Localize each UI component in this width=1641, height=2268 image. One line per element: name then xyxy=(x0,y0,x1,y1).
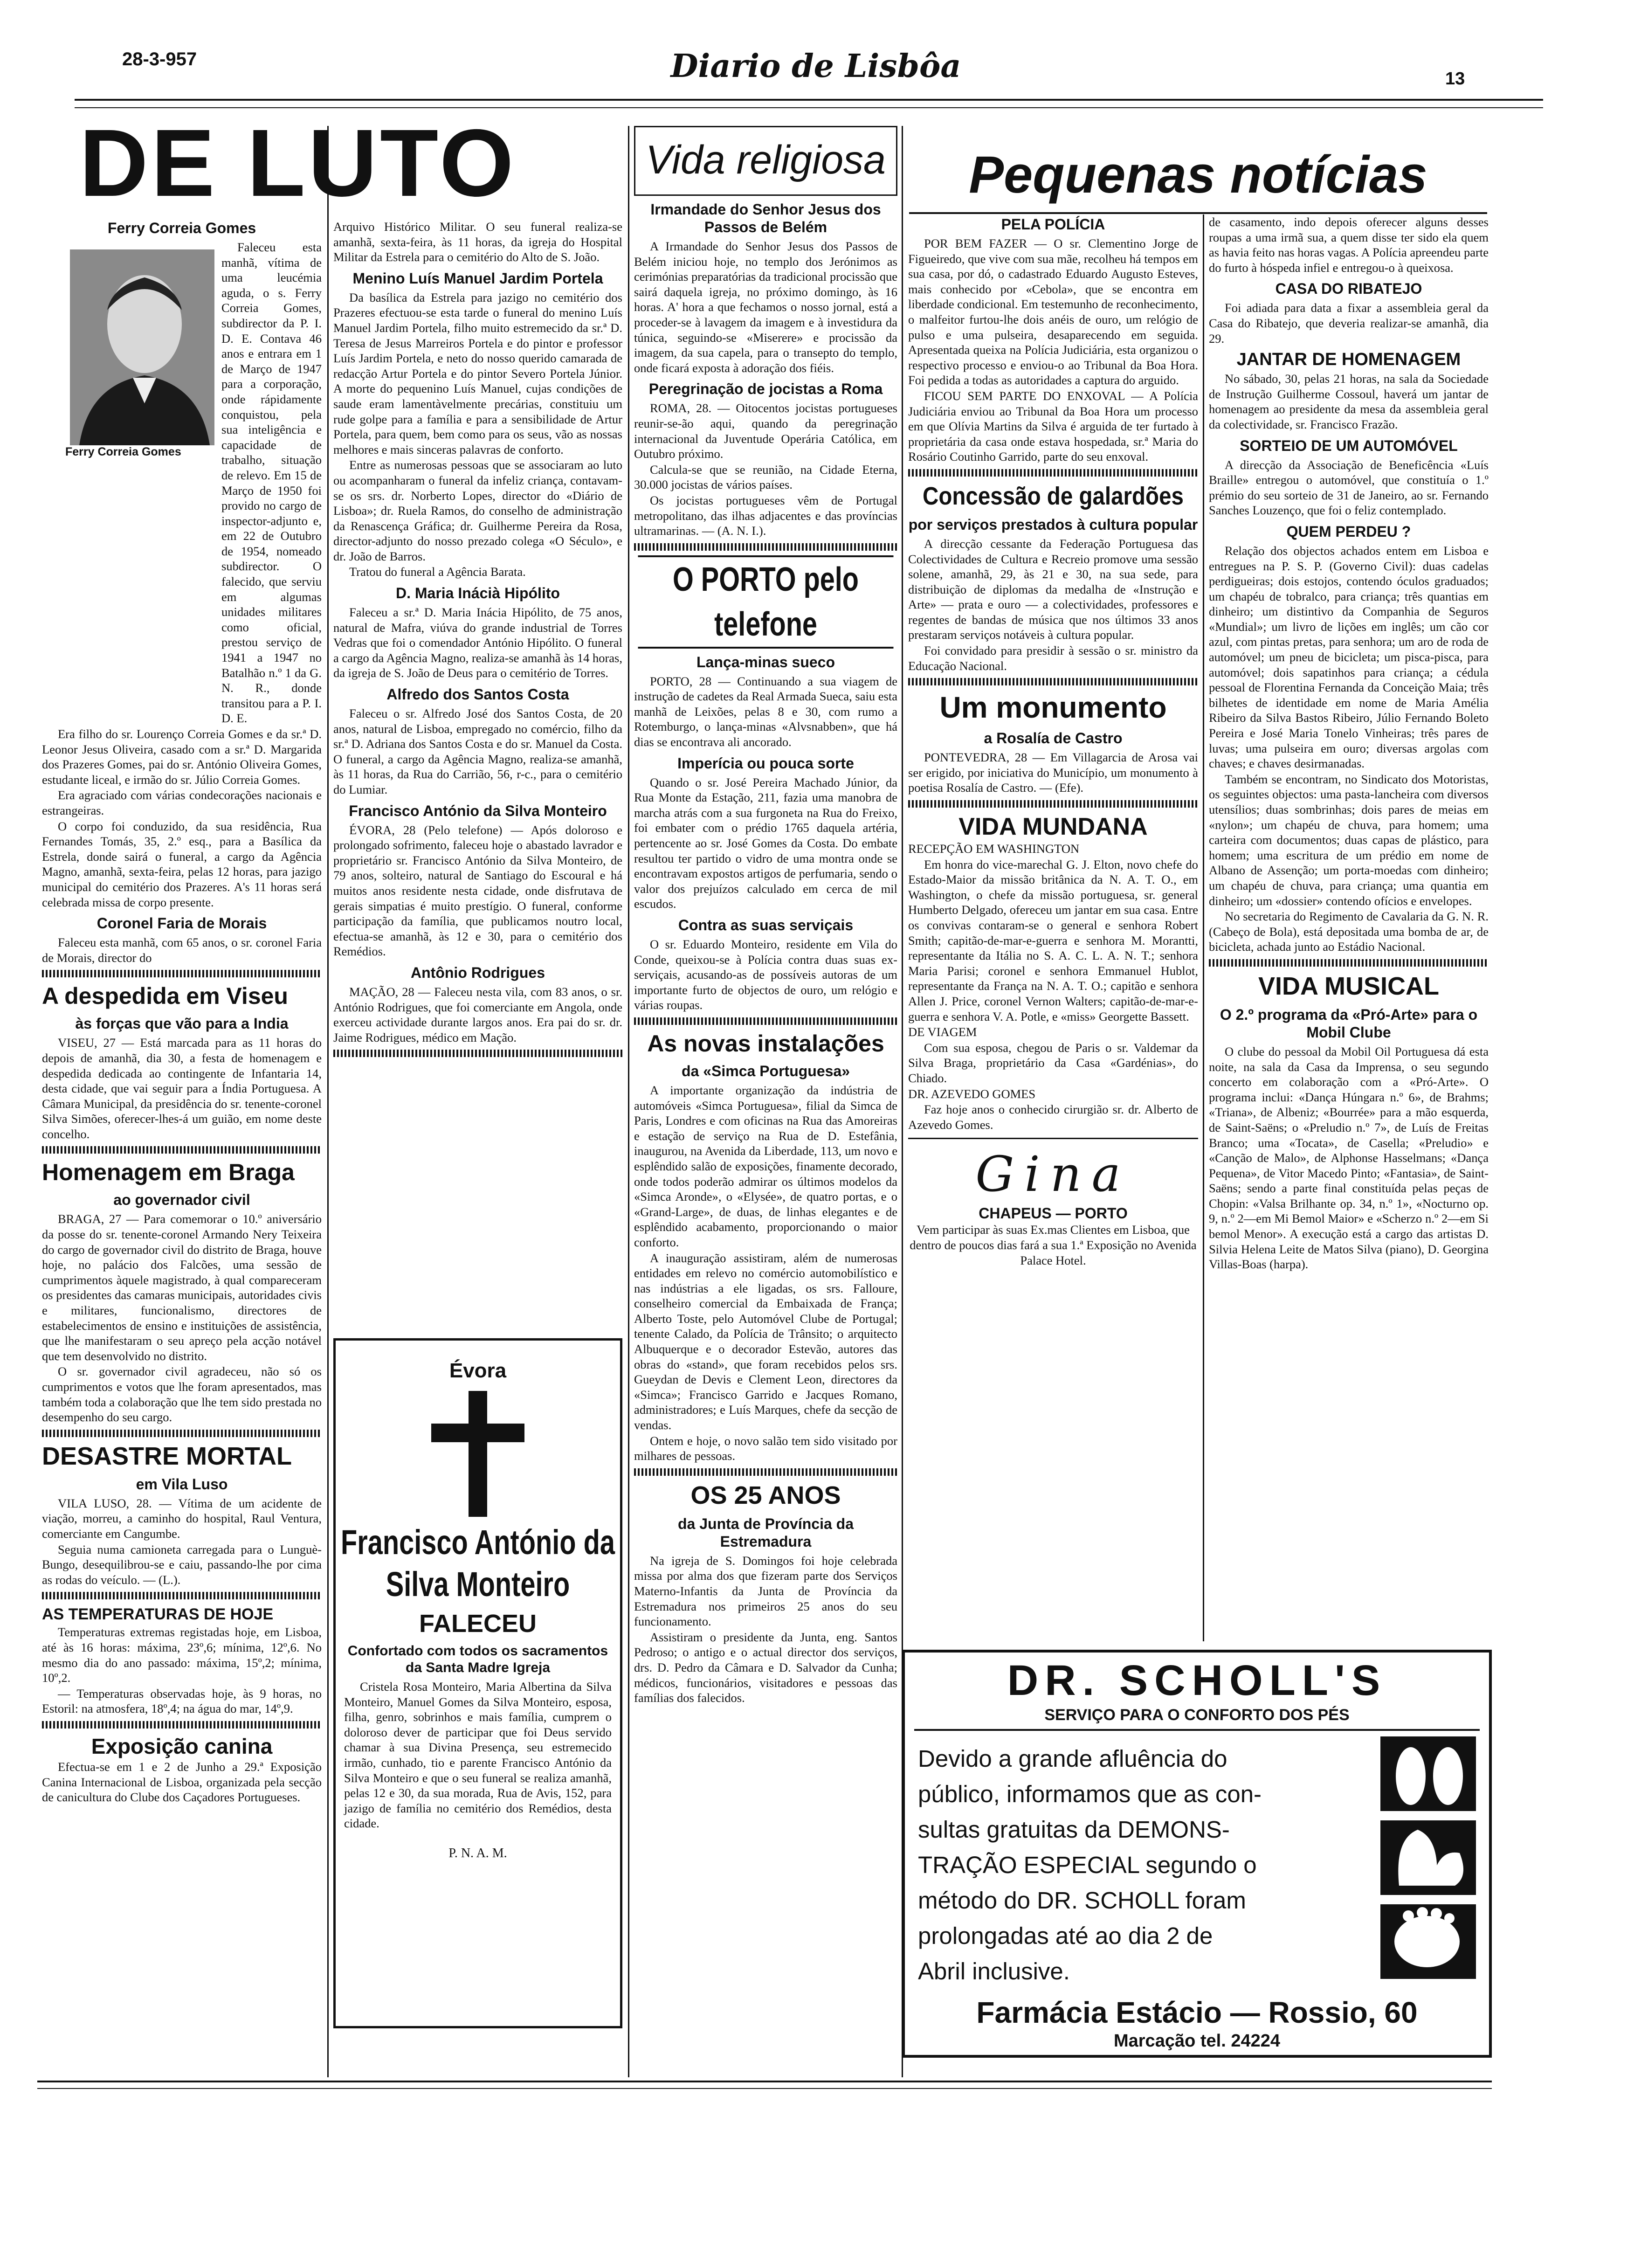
paragraph: Temperaturas extremas registadas hoje, em Lisboa, até às 16 horas: máxima, 23º,6; mínima, 12º,6. No mesmo dia do ano passado: máxima, 15º,2; mínima, 10º,2. xyxy=(42,1625,322,1685)
gina-logo: Gina xyxy=(975,1146,1131,1203)
paragraph: FICOU SEM PARTE DO ENXOVAL — A Polícia Judiciária enviou ao Tribunal da Boa Hora um processo em que Olívia Martins da Silva é arguida de ter furtado à proprietária da casa onde estava hospedada, sr.ª Maria do Rosário Coutinho Garrido, parte do seu enxoval. xyxy=(908,388,1198,464)
footer-rule-2 xyxy=(37,2088,1492,2089)
paragraph: O sr. Eduardo Monteiro, residente em Vila do Conde, queixou-se à Polícia contra duas suas ex-serviçais, acusando-as de possíveis autoras de um importante furto de objectos de ouro, um relógio e várias roupas. xyxy=(634,937,897,1012)
paragraph: de casamento, indo depois oferecer alguns desses roupas a uma irmã sua, a quem disse ter sido ela quem as havia feito nas horas vagas. A Polícia apreendeu parte do furto à hóspeda infiel e entregou-o à queixosa. xyxy=(1209,215,1489,275)
page-number: 13 xyxy=(1445,69,1465,89)
scholl-title: DR. SCHOLL'S xyxy=(1007,1657,1387,1704)
paragraph: Ontem e hoje, o novo salão tem sido visitado por milhares de pessoas. xyxy=(634,1433,897,1463)
anos-heading: OS 25 ANOS xyxy=(690,1481,841,1509)
paragraph: Assistiram o presidente da Junta, eng. Santos Pedroso; o antigo e o actual director dos serviços, drs. D. Pedro da Câmara e D. Salvador da Cunha; médicos, funcionários, visitadores e pessoas das famílias dos falecidos. xyxy=(634,1630,897,1705)
paragraph: No secretaria do Regimento de Cavalaria da G. N. R. (Cabeço de Bola), está depositada uma bomba de ar, de bicicleta, achada junto ao Estádio Nacional. xyxy=(1209,909,1489,954)
paragraph: Faleceu esta manhã, vítima de uma leucémia aguda, o s. Ferry Correia Gomes, subdirector da P. I. D. E. Contava 46 anos e entrara em 1 de Março de 1947 para a corporação, onde rápidamente conquistou, pela sua inteligência e capacidade de trabalho, situação de relevo. Em 15 de Março de 1950 foi provido no cargo de inspector-adjunto e, em 22 de Outubro de 1954, nomeado subdirector. O falecido, que serviu em algumas unidades militares como oficial, prestou serviço de 1941 a 1947 no Batalhão n.º 1 da G. N. R., donde transitou para a P. I. D. E. xyxy=(221,240,322,726)
ad-line: público, informamos que as con- xyxy=(918,1781,1262,1807)
paragraph: A direcção cessante da Federação Portuguesa das Colectividades de Cultura e Recreio promove uma sessão solene, amanhã, 29, às 21 e 30, na sua sede, para distribuição de diplomas da medalha de «Instrução e Arte» — prata e ouro — a colectividades, professores e regentes de bandas de música que nos últimos 33 anos prestaram serviços notáveis à cultura popular. xyxy=(908,536,1198,642)
divider xyxy=(634,543,897,551)
paragraph: Era agraciado com várias condecorações nacionais e estrangeiras. xyxy=(42,788,322,817)
gina-ad xyxy=(908,1138,1198,1268)
jantar-heading: JANTAR DE HOMENAGEM xyxy=(1236,350,1461,370)
obit-signature: P. N. A. M. xyxy=(448,1846,507,1860)
scholl-pharmacy: Farmácia Estácio — Rossio, 60 xyxy=(976,1996,1418,2029)
obit-confortado: Confortado com todos os sacramentos da Santa Madre Igreja xyxy=(347,1643,608,1675)
hipolito-heading: D. Maria Inácià Hipólito xyxy=(395,585,560,602)
rodrigues-heading: Antônio Rodrigues xyxy=(411,964,545,981)
portrait-caption: Ferry Correia Gomes xyxy=(65,445,181,458)
paragraph: A Irmandade do Senhor Jesus dos Passos de Belém iniciou hoje, no templo dos Jerónimos as cerimónias preparatórias da tradicional procissão que sairá daquela igreja, no próximo domingo, às 16 horas. A' hora a que fechamos o nosso jornal, está a proceder-se à lavagem da imagem e à investidura da túnica, seguindo-se «Miserere» e procissão da imagem, da sua capela, para o transepto do templo, onde ficará exposta à adoração dos fiéis. xyxy=(634,239,897,375)
paragraph: Quando o sr. José Pereira Machado Júnior, da Rua Monte da Estação, 211, fazia uma manobra de marcha atrás com a sua furgoneta na Rua do Freixo, foi embater com o prédio 1765 daquela artéria, pertencente ao sr. José Gomes da Costa. Do embate resultou ter partido o vidro de uma montra onde se encontravam expostos artigos de perfumaria, sendo o valor dos prejuízos calculado em cerca de mil escudos. xyxy=(634,775,897,911)
de-luto-title: DE LUTO xyxy=(79,117,517,214)
obit-text xyxy=(42,240,322,726)
paragraph: ÉVORA, 28 (Pelo telefone) — Após doloroso e prolongado sofrimento, faleceu hoje o abastado lavrador e proprietário sr. Francisco António da Silva Monteiro, de 79 anos, solteiro, natural de Santiago do Escoural e há muitos anos residente nesta cidade, onde disfrutava de gerais simpatias é muito prestígio. O funeral, conforme participação da família, que publicamos noutro local, efectua-se amanhã, às 12 e 30, para o cemitério dos Remédios. xyxy=(333,823,622,959)
paragraph: No sábado, 30, pelas 21 horas, na sala da Sociedade de Instrução Guilherme Cossoul, haverá um jantar de homenagem ao presidente da mesa da assembleia geral da colectividade, sr. Francisco Frazão. xyxy=(1209,372,1489,431)
paragraph: DR. AZEVEDO GOMES xyxy=(908,1086,1036,1101)
policia-heading: PELA POLÍCIA xyxy=(1001,216,1105,233)
footer-rule xyxy=(37,2081,1492,2082)
paragraph: Efectua-se em 1 e 2 de Junho a 29.ª Exposição Canina Internacional de Lisboa, organizada pela secção de canicultura do Clube dos Caçadores Portugueses. xyxy=(42,1759,322,1805)
paragraph: Os jocistas portugueses vêm de Portugal metropolitano, das ilhas adjacentes e das províncias ultramarinas. — (A. N. I.). xyxy=(634,493,897,538)
musical-subheading: O 2.º programa da «Pró-Arte» para o Mobil Clube xyxy=(1220,1006,1478,1041)
obituary-notice xyxy=(333,1338,622,2028)
scholl-body xyxy=(918,1741,1361,1989)
paragraph: BRAGA, 27 — Para comemorar o 10.º aniversário da posse do sr. tenente-coronel Armando Nery Teixeira do cargo de governador civil do distrito de Braga, houve hoje, no palácio dos Falcões, uma sessão de cumprimentos àquele magistrado, à qual compareceram os presidentes das camaras municipais, autoridades civis e militares, funcionalismo, directores de estabelecimentos de ensino e instituições de assistência, que lhe manifestaram o seu apreço pela acção notável que tem desenvolvido no distrito. xyxy=(42,1212,322,1363)
paragraph: — Temperaturas observadas hoje, às 9 horas, no Estoril: na atmosfera, 18º,4; na água do mar, 14º,9. xyxy=(42,1686,322,1716)
paragraph: Calcula-se que se reunião, na Cidade Eterna, 30.000 jocistas de vários países. xyxy=(634,462,897,492)
obit-text-continued xyxy=(42,726,322,910)
divider xyxy=(42,1721,322,1729)
paragraph: PORTO, 28 — Continuando a sua viagem de instrução de cadetes da Real Armada Sueca, saiu esta manhã de Leixões, pelas 8 e 30, com rumo a Rotemburgo, o lança-minas «Alvsnabben», que há dias se encontrava ali ancorado. xyxy=(634,674,897,749)
paragraph: VISEU, 27 — Está marcada para as 11 horas do depois de amanhã, dia 30, a festa de homenagem e despedida dedicada ao contingente de Infantaria 14, desta cidade, que vai seguir para a Índia Portuguesa. A Câmara Municipal, da presidência do sr. tenente-coronel Silva Simões, oferecer-lhes-á um guião, em nome deste concelho. xyxy=(42,1036,322,1141)
paragraph: Relação dos objectos achados entem em Lisboa e entregues na P. S. P. (Governo Civil): duas cadelas perdigueiras; dois estojos, contendo óculos graduados; um chapéu de tobralco, para criança; três quantias em dinheiro; um distintivo da Companhia de Seguros «Mundial»; um livro de lições em inglês; um cão cor azul, com pintas pretas, para senhora; um aro de roda de automóvel; um pneu de bicicleta; um pisca-pisca, para automóvel; dois sapatinhos para criança; a cédula pessoal de Florentina Fernanda da Conceição Maia; três bilhetes de identidade em nome de Maria Amélia Ribeiro da Silva Bastos Ribeiro, Júlio Fernando Boleto Pereira e José Maria Tonelo Vinheiras; três pares de luvas; uma pulseira em ouro; diversas argolas com chaves; e chaves desirmanadas. xyxy=(1209,543,1489,771)
ad-line: método do DR. SCHOLL foram xyxy=(918,1887,1246,1914)
divider xyxy=(634,1017,897,1025)
obit-name: Francisco António da Silva Monteiro xyxy=(341,1523,615,1604)
monteiro-heading: Francisco António da Silva Monteiro xyxy=(349,802,607,819)
viseu-subheading: às forças que vão para a India xyxy=(75,1015,289,1032)
paragraph: O corpo foi conduzido, da sua residência, Rua Fernandes Tomás, 35, 2.º esq., para a Basílica da Estrela, donde sairá o funeral, a cargo da Agência Magno, amanhã, sexta-feira, pelas 12 horas, para jazigo municipal do cemitério dos Prazeres. A's 11 horas será celebrada missa de corpo presente. xyxy=(42,819,322,909)
ad-line: Abril inclusive. xyxy=(918,1958,1070,1984)
obit-faleceu: FALECEU xyxy=(419,1610,537,1638)
divider xyxy=(1209,959,1489,967)
paragraph: O sr. governador civil agradeceu, não só os cumprimentos e votos que lhe foram apresentados, mas também toda a colaboração que lhe tem sido prestada no desempenho do seu cargo. xyxy=(42,1364,322,1424)
column-divider xyxy=(1203,214,1204,1641)
temperaturas-heading: AS TEMPERATURAS DE HOJE xyxy=(42,1605,274,1624)
monumento-subheading: a Rosalía de Castro xyxy=(984,730,1123,747)
paragraph: O clube do pessoal da Mobil Oil Portuguesa dá esta noite, na sala da Casa da Imprensa, o seu segundo concerto em colaboração com a «Pró-Arte». O programa inclui: «Dança Húngara n.º 6», de Brahms; «Triana», de Albeniz; «Bourrée» para a mão esquerda, de Saint-Saëns; o «Preludio n.º 7», de Luís de Freitas Branco; uma «Tocata», de Casella; «Preludio» e «Canção de Malo», de Alphonse Hasselmans; «Dança Pequena», de Vitor Macedo Pinto; «Fantasia», de Saint-Saëns; sendo a parte final constituída pelas peças de Chopin: «Valsa Brilhante op. 34, n.º 1», «Nocturno op. 9, n.º 2—em Mi Bemol Maior» e «Scherzo n.º 2—em Si bemol Menor». A execução está a cargo das artistas D. Silvia Helena Leite de Matos Silva (piano), D. Georgina Villas-Boas (harpa). xyxy=(1209,1044,1489,1272)
monumento-heading: Um monumento xyxy=(939,691,1167,725)
divider xyxy=(42,1430,322,1437)
costa-heading: Alfredo dos Santos Costa xyxy=(386,686,569,703)
contra-heading: Contra as suas serviçais xyxy=(678,917,854,933)
braga-subheading: ao governador civil xyxy=(113,1191,250,1209)
scholl-phone: Marcação tel. 24224 xyxy=(1113,2031,1280,2051)
portela-heading: Menino Luís Manuel Jardim Portela xyxy=(352,270,603,287)
lancha-heading: Lança-minas sueco xyxy=(696,653,835,671)
sorteio-heading: SORTEIO DE UM AUTOMÓVEL xyxy=(1240,437,1458,454)
canina-heading: Exposição canina xyxy=(91,1734,273,1758)
ribatejo-heading: CASA DO RIBATEJO xyxy=(1275,280,1422,297)
paragraph: A importante organização da indústria de automóveis «Simca Portuguesa», filial da Simca de Paris, Londres e com oficinas na Rua das Amoreiras e estação de serviço na Rua de D. Estefânia, inaugurou, na Avenida da Liberdade, 113, um novo e esplêndido salão de exposições, finamente decorado, onde todos poderão admirar os últimos modelos da «Simca Aronde», o «Elysée», de quatro portas, e o «Grand-Large», de duas, de linhas elegantes e de esplêndido acabamento, proporcionando o maior conforto. xyxy=(634,1083,897,1249)
porto-heading: O PORTO pelo telefone xyxy=(638,555,894,649)
instalacoes-subheading: da «Simca Portuguesa» xyxy=(681,1062,850,1079)
vida-religiosa-label: Vida religiosa xyxy=(646,138,886,182)
paragraph: Foi convidado para presidir à sessão o sr. ministro da Educação Nacional. xyxy=(908,643,1198,673)
cross-icon xyxy=(431,1391,524,1517)
viseu-heading: A despedida em Viseu xyxy=(42,983,288,1010)
masthead: Diario de Lisbôa xyxy=(670,48,961,85)
dr-scholls-ad xyxy=(902,1650,1492,2058)
ad-line: Devido a grande afluência do xyxy=(918,1745,1227,1772)
paragraph: Faleceu a sr.ª D. Maria Inácia Hipólito, de 75 anos, natural de Mafra, viúva do grande industrial de Torres Vedras que foi o comendador António Hipólito. O funeral a cargo da Agência Magno, realiza-se amanhã às 14 horas, da igreja de S. João de Deus para o cemitério de Torres. xyxy=(333,605,622,680)
header-rule xyxy=(75,99,1543,101)
ad-line: sultas gratuitas da DEMONS- xyxy=(918,1816,1230,1843)
obit-city: Évora xyxy=(449,1359,507,1382)
paragraph: ROMA, 28. — Oitocentos jocistas portugueses reunir-se-ão aqui, quando da peregrinação internacional da Juventude Operária Católica, em Outubro próximo. xyxy=(634,401,897,461)
musical-heading: VIDA MUSICAL xyxy=(1258,972,1439,1000)
anos-subheading: da Junta de Província da Estremadura xyxy=(678,1515,854,1550)
divider xyxy=(333,1050,622,1057)
gina-subheading: CHAPEUS — PORTO xyxy=(979,1205,1128,1222)
column-4 xyxy=(908,214,1198,1646)
obit-heading: Ferry Correia Gomes xyxy=(107,220,256,236)
column-2 xyxy=(333,219,622,1320)
peregrinacao-heading: Peregrinação de jocistas a Roma xyxy=(648,380,883,398)
paragraph: Faleceu o sr. Alfredo José dos Santos Costa, de 20 anos, natural de Lisboa, empregado no comércio, filho da sr.ª D. Adriana dos Santos Costa e do sr. Manuel da Costa. O funeral, a cargo da Agência Magno, realiza-se amanhã, às 11 horas, da Rua do Carrião, 56, r-c., para o cemitério do Lumiar. xyxy=(333,706,622,796)
divider xyxy=(42,970,322,977)
header-rule-2 xyxy=(75,107,1543,108)
obit-heading: Coronel Faria de Morais xyxy=(97,915,267,932)
desastre-subheading: em Vila Luso xyxy=(136,1475,228,1493)
galardoes-heading: Concessão de galardões xyxy=(923,482,1184,510)
column-3 xyxy=(634,126,897,2080)
pequenas-noticias-title: Pequenas notícias xyxy=(969,145,1427,204)
paragraph: Seguia numa camioneta carregada para o Lunguè-Bungo, desequilibrou-se e caiu, passando-lhe por cima as rodas do veículo. — (L.). xyxy=(42,1542,322,1587)
paragraph: POR BEM FAZER — O sr. Clementino Jorge de Figueiredo, que vive com sua mãe, recolheu há tempos em sua casa, por dó, o cadastrado Eduardo Augusto Esteves, mais conhecido por «Cebola», que se encontra em liberdade condicional. Em testemunho de reconhecimento, o malfeitor furtou-lhe dois anéis de ouro, um relógio de pulso e uma pulseira, desaparecendo em seguida. Apresentada queixa na Polícia Judiciária, esta organizou o respectivo processo e enviou-o ao Tribunal da Boa Hora. Foi pedida a todas as autoridades a captura do arguido. xyxy=(908,236,1198,387)
desastre-heading: DESASTRE MORTAL xyxy=(42,1442,292,1470)
ad-line: TRAÇÃO ESPECIAL segundo o xyxy=(918,1852,1257,1878)
paragraph: Faz hoje anos o conhecido cirurgião sr. dr. Alberto de Azevedo Gomes. xyxy=(908,1102,1198,1132)
divider xyxy=(908,800,1198,808)
column-divider xyxy=(628,126,629,2077)
paragraph: Com sua esposa, chegou de Paris o sr. Valdemar da Silva Braga, proprietário da Casa «Gardénias», do Chiado. xyxy=(908,1040,1198,1085)
paragraph: MAÇÃO, 28 — Faleceu nesta vila, com 83 anos, o sr. António Rodrigues, que foi comerciante em Angola, onde exerceu actividade durante largos anos. Era pai do sr. dr. Jaime Rodrigues, médico em Mação. xyxy=(333,984,622,1044)
ad-line: prolongadas até ao dia 2 de xyxy=(918,1922,1213,1949)
paragraph: Cristela Rosa Monteiro, Maria Albertina da Silva Monteiro, Manuel Gomes da Silva Monteiro, esposa, filha, genro, sobrinhos e mais família, cumprem o doloroso dever de participar que foi Deus servido chamar à sua Divina Presença, seu estremecido irmão, cunhado, tio e parente Francisco António da Silva Monteiro e que o seu funeral se realiza amanhã, pelas 12 e 30, da sua morada, Rua de Avis, 152, para jazigo de família no cemitério dos Remédios, desta cidade. xyxy=(344,1680,612,1831)
paragraph: Entre as numerosas pessoas que se associaram ao luto ou acompanharam o funeral da infeliz criança, contavam-se os srs. dr. Norberto Lopes, director do «Diário de Lisboa»; dr. Ruela Ramos, do conselho de administração da Renascença Gráfica; dr. Guilherme Pereira da Rosa, director-adjunto do nosso prezado colega «O Século», e dr. João de Barros. xyxy=(333,458,622,563)
divider xyxy=(634,1468,897,1476)
page-date: 28-3-957 xyxy=(122,49,197,69)
divider xyxy=(42,1592,322,1599)
divider xyxy=(908,469,1198,477)
column-divider xyxy=(327,126,329,2077)
paragraph: RECEPÇÃO EM WASHINGTON xyxy=(908,842,1080,856)
paragraph: Foi adiada para data a fixar a assembleia geral da Casa do Ribatejo, que deveria realizar-se amanhã, dia 29. xyxy=(1209,301,1489,346)
paragraph: Era filho do sr. Lourenço Correia Gomes e da sr.ª D. Leonor Jesus Oliveira, casado com a sr.ª D. Margarida dos Prazeres Gomes, pai do sr. António Oliveira Gomes, estudante liceal, e irmão do sr. Júlio Correia Gomes. xyxy=(42,727,322,787)
paragraph: Vem participar às suas Ex.mas Clientes em Lisboa, que dentro de poucos dias fará a sua 1.ª Exposição no Avenida Palace Hotel. xyxy=(910,1223,1197,1267)
braga-heading: Homenagem em Braga xyxy=(42,1159,295,1186)
paragraph: Também se encontram, no Sindicato dos Motoristas, os seguintes objectos: uma pasta-lancheira com diversos utensílios; duas sombrinhas; dois pares de meias em «nylon»; um chapéu de chuva, para homem; uma carteira com documentos; duas capas de plástico, para homem; uma escritura de um prédio em nome de Albano de Assenção; um porta-moedas com dinheiro; um chapéu de chuva, para criança; uma quantia em dinheiro; um «dossier» contendo ofícios e envelopes. xyxy=(1209,772,1489,908)
paragraph: Na igreja de S. Domingos foi hoje celebrada missa por alma dos que fizeram parte dos Serviços Materno-Infantis da Junta de Província da Estremadura nos primeiros 25 anos do seu funcionamento. xyxy=(634,1553,897,1629)
divider xyxy=(42,1146,322,1154)
paragraph: A inauguração assistiram, além de numerosas entidades em relevo no comércio automobilístico e nas indústrias a ele ligadas, os srs. Falloure, conselheiro comercial da Embaixada de França; Alberto Toste, pelo Automóvel Clube de Portugal; tenente Calado, da Polícia de Trânsito; o arquitecto Albuquerque e o decorador Estevão, autores das obras do «stand», que foram recebidos pelos srs. Gueydan de Devis e Clement Leon, directores da «Simca»; Francisco Garrido e Jacques Romano, administradores; e Luís Marques, chefe da secção de vendas. xyxy=(634,1251,897,1432)
paragraph: Da basílica da Estrela para jazigo no cemitério dos Prazeres efectuou-se esta tarde o funeral do menino Luís Manuel Jardim Portela, filho muito estremecido da sr.ª D. Teresa de Jesus Marreiros Portela e do pintor e professor Luís Jardim Portela, e neto do nosso querido camarada de redacção Artur Portela e do pintor Severo Portela Júnior. A morte do pequenino Luís Manuel, cujas condições de saude eram lamentàvelmente precárias, constituiu um rude golpe para a família e para a sensibilidade de Artur Portela, para quem, bem como para os seus, vão as nossas melhores e mais sinceras palavras de conforto. xyxy=(333,290,622,456)
paragraph: PONTEVEDRA, 28 — Em Villagarcia de Arosa vai ser erigido, por iniciativa do Município, um monumento à poetisa Rosalía de Castro. — (Efe). xyxy=(908,750,1198,795)
paragraph: Faleceu esta manhã, com 65 anos, o sr. coronel Faria de Morais, director do xyxy=(42,935,322,965)
vida-religiosa-title xyxy=(634,126,897,196)
column-5 xyxy=(1209,214,1489,1641)
galardoes-subheading: por serviços prestados à cultura popular xyxy=(908,516,1198,533)
paragraph: DE VIAGEM xyxy=(908,1025,977,1039)
irmandade-heading: Irmandade do Senhor Jesus dos Passos de Belém xyxy=(650,201,881,235)
instalacoes-heading: As novas instalações xyxy=(647,1030,884,1057)
impericia-heading: Imperícia ou pouca sorte xyxy=(677,754,854,772)
title-rule xyxy=(909,212,1487,214)
paragraph: Em honra do vice-marechal G. J. Elton, novo chefe do Estado-Maior da missão britânica da N. A. T. O., em Washington, o chefe da missão portuguesa, sr. general Humberto Delgado, ofereceu um jantar em sua casa. Entre os convivas contaram-se o general e senhora Robert Smith; capitão-de-mar-e-guerra e senhora M. Morantti, representante da Itália no S. A. C. L. A. N. T.; senhora Maria Parisi; coronel e senhora Emmanuel Hublot, representante da França na N. A. T. O.; capitão e senhora Allen J. Price, coronel Vernon Walters; capitão-de-mar-e-guerra e senhora V. A. Potle, e «miss» Georgette Bassett. xyxy=(908,857,1198,1023)
paragraph: A direcção da Associação de Beneficência «Luís Braille» entregou o automóvel, que constituía o 1.º prémio do seu sorteio de 31 de Janeiro, ao sr. Fernando Sanches Louzenço, que foi o feliz contemplado. xyxy=(1209,457,1489,518)
paragraph: Tratou do funeral a Agência Barata. xyxy=(349,565,526,579)
column-1 xyxy=(42,219,322,2080)
scholl-subtitle: SERVIÇO PARA O CONFORTO DOS PÉS xyxy=(914,1705,1480,1731)
mundana-heading: VIDA MUNDANA xyxy=(958,813,1148,841)
paragraph: Arquivo Histórico Militar. O seu funeral realiza-se amanhã, sexta-feira, às 11 horas, da igreja do Hospital Militar da Estrela para o cemitério do Alto de S. João. xyxy=(333,220,622,264)
foot-icon xyxy=(1380,1736,1476,1979)
perdeu-heading: QUEM PERDEU ? xyxy=(1286,523,1411,540)
paragraph: VILA LUSO, 28. — Vítima de um acidente de viação, morreu, a caminho do hospital, Raul Ventura, comerciante em Cangumbe. xyxy=(42,1496,322,1541)
divider xyxy=(908,678,1198,685)
